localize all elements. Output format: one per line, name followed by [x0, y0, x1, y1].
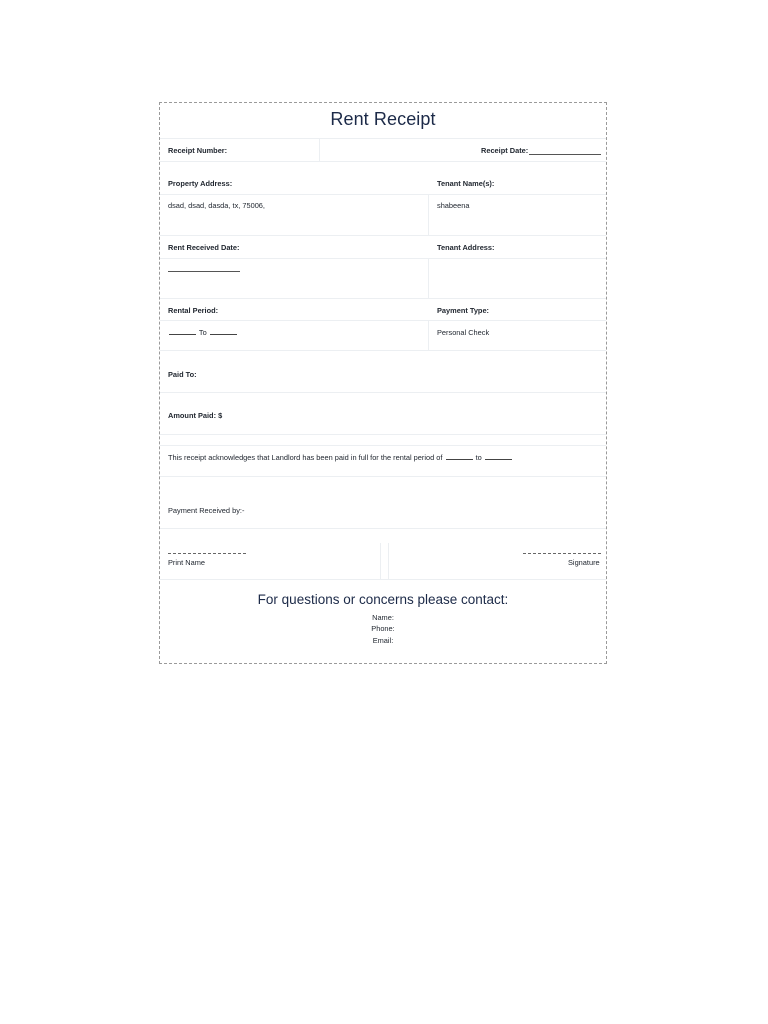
divider — [428, 194, 429, 235]
signature-label: Signature — [568, 558, 600, 567]
receipt-date-label: Receipt Date: — [481, 146, 529, 155]
contact-email-label: Email: — [372, 636, 394, 645]
print-name-line[interactable] — [168, 553, 246, 554]
divider — [160, 434, 606, 435]
tenant-address-label: Tenant Address: — [437, 243, 495, 252]
divider — [160, 528, 606, 529]
contact-phone-label: Phone: — [371, 624, 395, 633]
rental-period-fields — [168, 328, 238, 337]
paid-to-label: Paid To: — [168, 370, 197, 379]
divider — [388, 543, 389, 579]
contact-heading: For questions or concerns please contact: — [257, 592, 509, 607]
print-name-label: Print Name — [168, 558, 205, 567]
acknowledgement-sentence: This receipt acknowledges that Landlord has been paid in full for the rental period of — [168, 453, 443, 462]
acknowledgement-text — [168, 453, 513, 462]
rental-period-end-field[interactable] — [210, 334, 237, 335]
divider — [428, 258, 429, 298]
contact-name-label: Name: — [372, 613, 394, 622]
rent-receipt-form — [159, 102, 607, 664]
divider — [160, 258, 606, 259]
divider — [160, 579, 606, 580]
divider — [428, 320, 429, 350]
payment-received-by-label: Payment Received by:- — [168, 506, 245, 515]
acknowledgement-to-label: to — [475, 453, 482, 462]
rental-period-label: Rental Period: — [168, 306, 219, 315]
divider — [160, 445, 606, 446]
tenant-names-value[interactable]: shabeena — [437, 201, 470, 210]
divider — [160, 235, 606, 236]
payment-type-value[interactable]: Personal Check — [437, 328, 490, 337]
payment-type-label: Payment Type: — [437, 306, 490, 315]
receipt-number-label: Receipt Number: — [168, 146, 228, 155]
signature-line[interactable] — [523, 553, 601, 554]
acknowledgement-start-field[interactable] — [446, 459, 473, 460]
divider — [160, 194, 606, 195]
divider — [160, 476, 606, 477]
page-title: Rent Receipt — [330, 109, 436, 129]
rental-period-start-field[interactable] — [169, 334, 196, 335]
divider — [160, 161, 606, 162]
divider — [160, 138, 606, 139]
tenant-names-label: Tenant Name(s): — [437, 179, 495, 188]
divider — [160, 298, 606, 299]
divider — [380, 543, 381, 579]
divider — [160, 392, 606, 393]
amount-paid-label: Amount Paid: $ — [168, 411, 223, 420]
divider — [160, 320, 606, 321]
rent-received-date-label: Rent Received Date: — [168, 243, 240, 252]
receipt-date-field[interactable] — [529, 154, 601, 155]
acknowledgement-end-field[interactable] — [485, 459, 512, 460]
rental-period-to-label: To — [198, 328, 207, 337]
property-address-value[interactable]: dsad, dsad, dasda, tx, 75006, — [168, 201, 265, 210]
divider — [160, 350, 606, 351]
divider — [319, 138, 320, 161]
property-address-label: Property Address: — [168, 179, 233, 188]
rent-received-date-field[interactable] — [168, 271, 240, 272]
